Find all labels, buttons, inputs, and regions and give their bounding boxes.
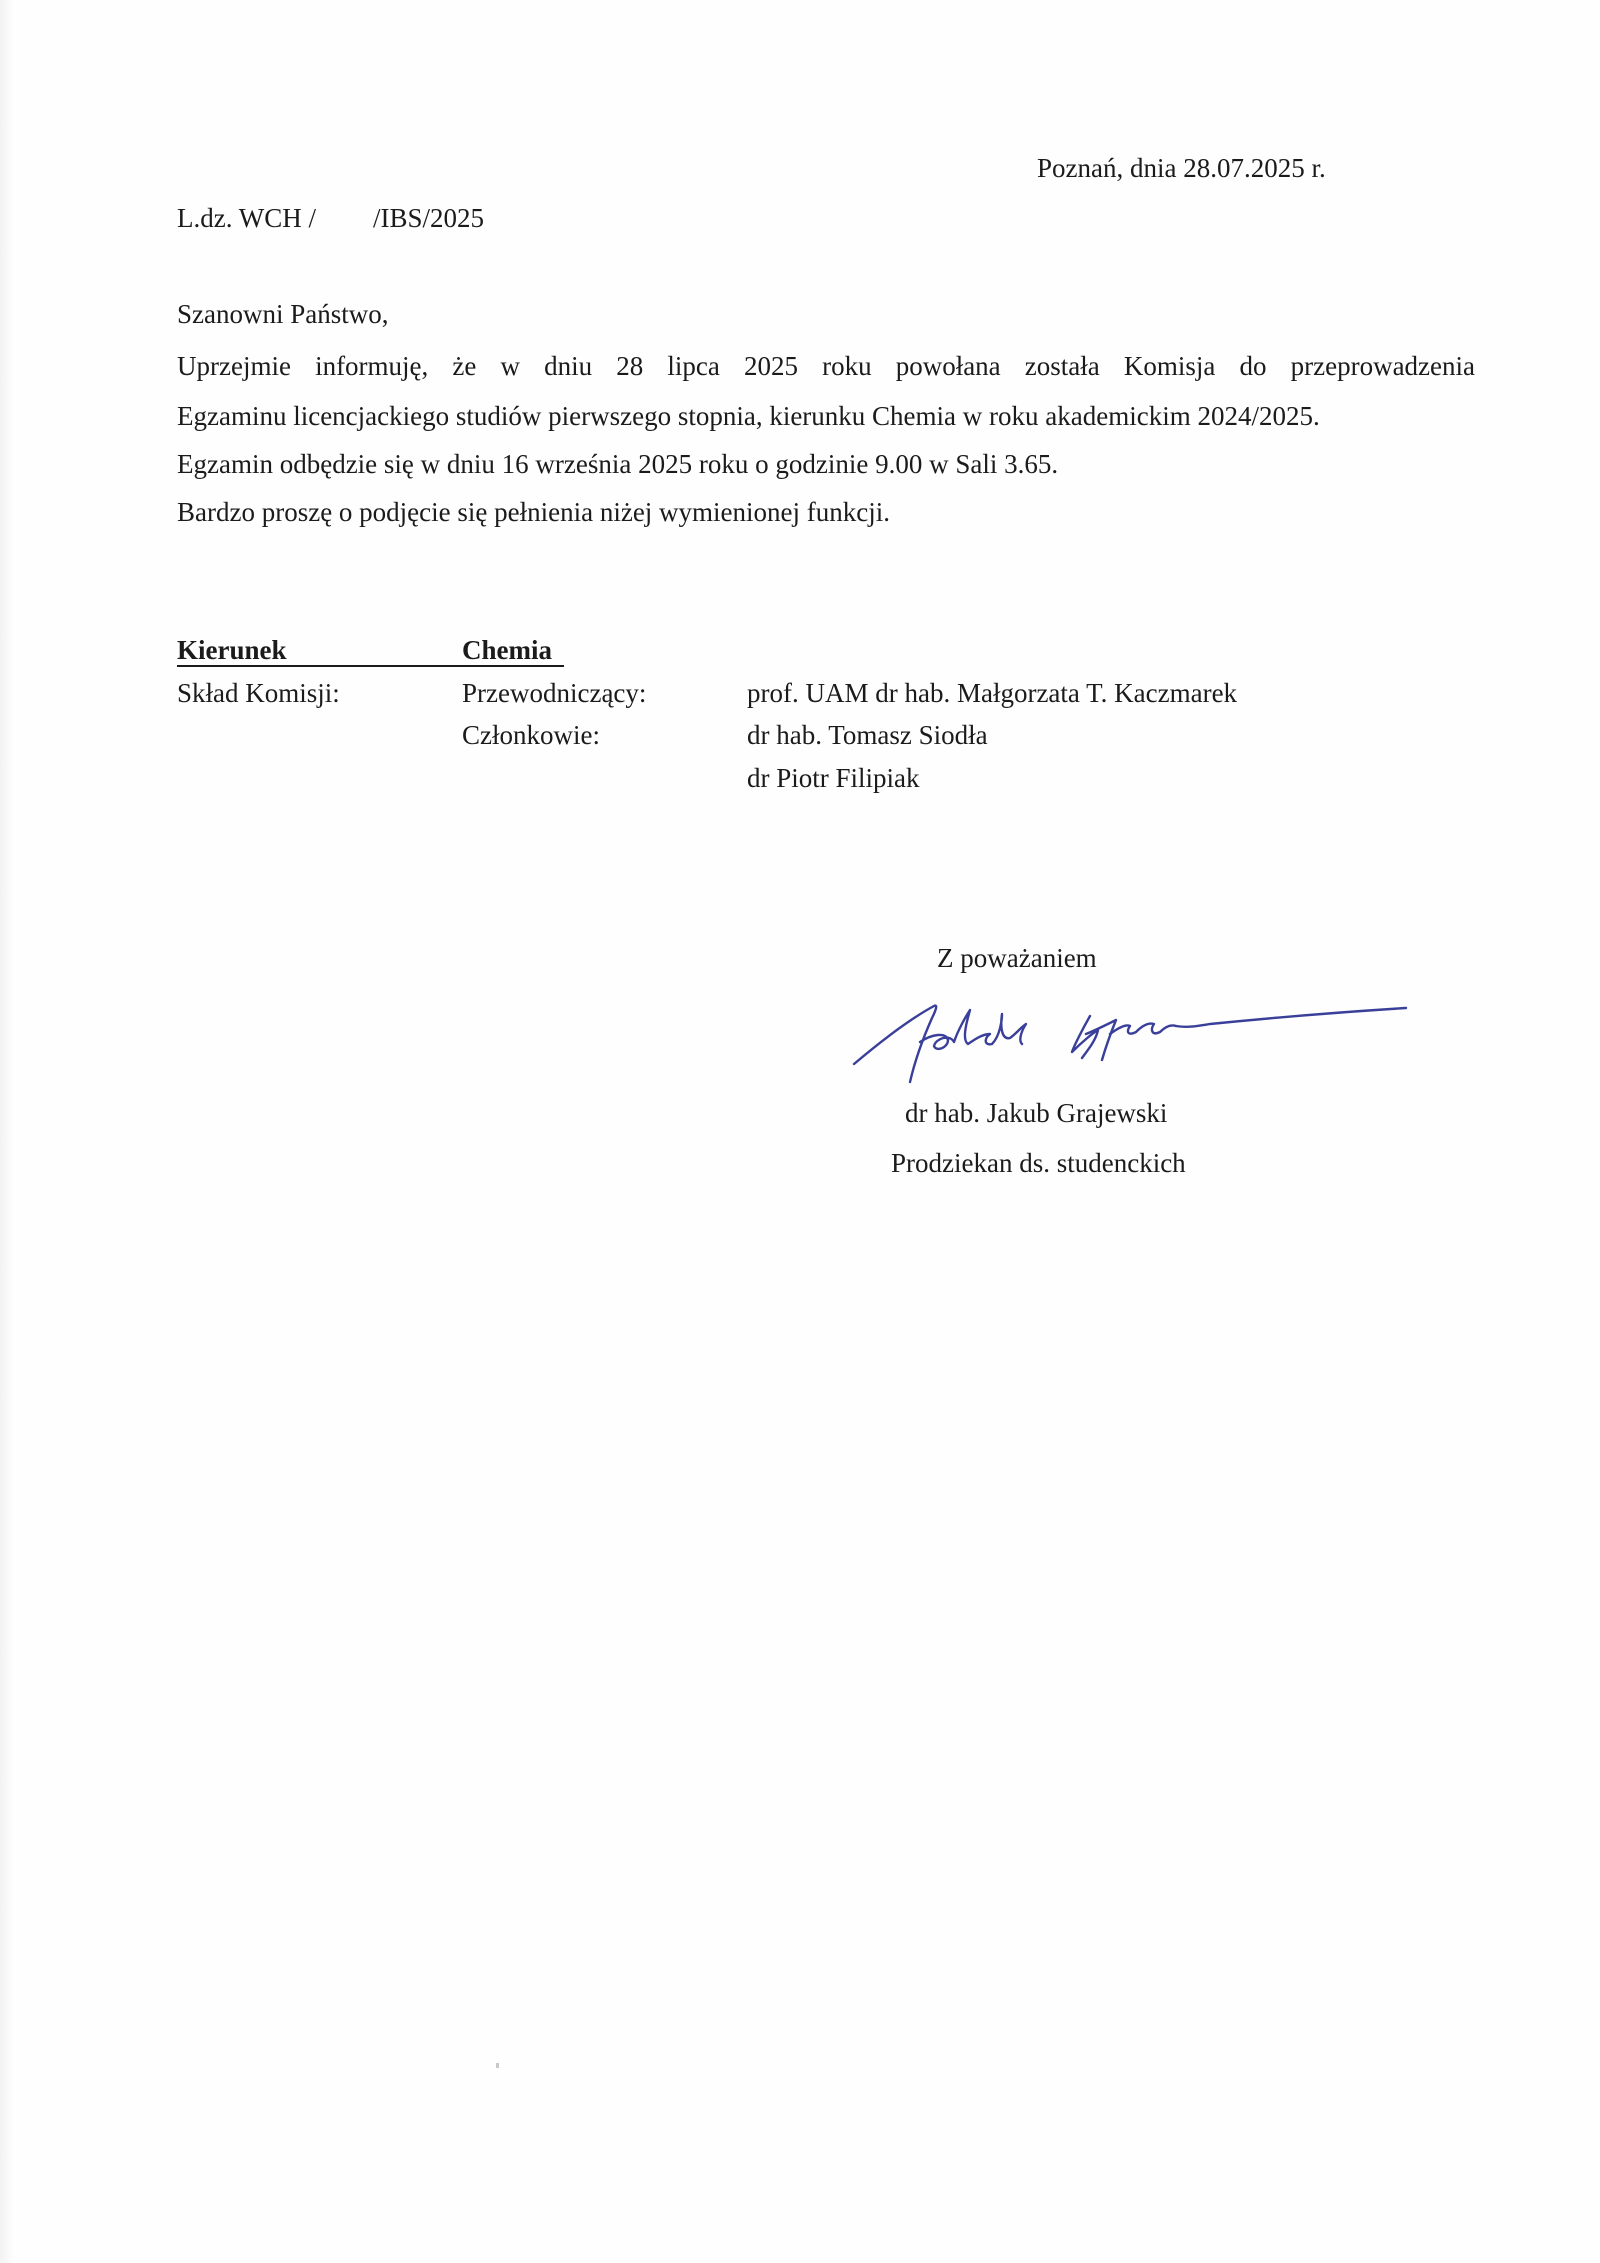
field-value-heading: Chemia xyxy=(462,635,552,665)
handwritten-signature xyxy=(850,990,1410,1100)
salutation: Szanowni Państwo, xyxy=(177,299,389,329)
closing-regards: Z poważaniem xyxy=(937,943,1097,973)
paragraph-line-4: Bardzo proszę o podjęcie się pełnienia niżej wymienionej funkcji. xyxy=(177,497,891,527)
field-label-heading: Kierunek xyxy=(177,635,287,665)
reference-number-suffix: /IBS/2025 xyxy=(373,203,485,233)
place-date: Poznań, dnia 28.07.2025 r. xyxy=(1037,153,1326,183)
paragraph-line-2: Egzaminu licencjackiego studiów pierwszego stopnia, kierunku Chemia w roku akademickim 2024/2025. xyxy=(177,401,1320,431)
signatory-title: Prodziekan ds. studenckich xyxy=(891,1148,1186,1178)
scan-speck xyxy=(496,2063,499,2068)
scan-edge-shade xyxy=(0,0,14,2263)
members-label: Członkowie: xyxy=(462,720,600,750)
paragraph-line-1: Uprzejmie informuję, że w dniu 28 lipca 2025 roku powołana została Komisja do przeprowadzenia xyxy=(177,351,1475,381)
reference-number-prefix: L.dz. WCH / xyxy=(177,203,316,233)
chair-name: prof. UAM dr hab. Małgorzata T. Kaczmarek xyxy=(747,678,1238,708)
composition-label: Skład Komisji: xyxy=(177,678,340,708)
chair-label: Przewodniczący: xyxy=(462,678,647,708)
signatory-name: dr hab. Jakub Grajewski xyxy=(905,1098,1168,1128)
member-name: dr Piotr Filipiak xyxy=(747,763,920,793)
member-name: dr hab. Tomasz Siodła xyxy=(747,720,988,750)
paragraph-line-3: Egzamin odbędzie się w dniu 16 września 2025 roku o godzinie 9.00 w Sali 3.65. xyxy=(177,449,1059,479)
heading-underline xyxy=(177,665,564,667)
